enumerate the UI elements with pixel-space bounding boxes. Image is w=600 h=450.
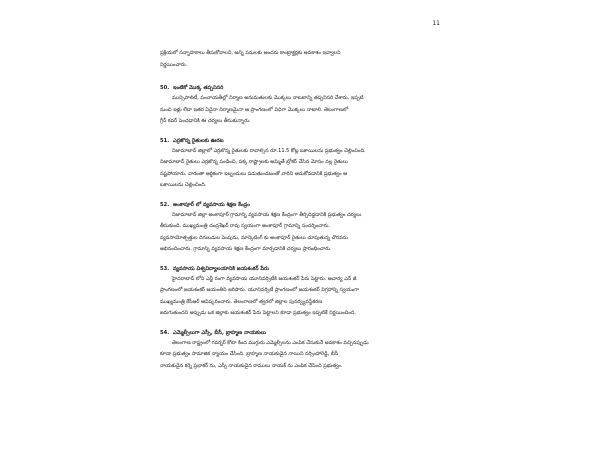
paragraph-line: నాయకుడైన కర్నె ప్రభాకర్ ను, ఎస్సీ నాయకుడైన రాములు నాయక్ ను ఎంపిక చేసింది ప్రభుత్వం. <box>160 362 343 369</box>
paragraph-line: మున్సిపాలిటీ, పంచాయతీల్లో నిర్మాణ అనుమతులకు మొక్కలు నాటటాన్ని తప్పనిసరి చేశారు. ఇప్పటి <box>172 95 364 101</box>
section-heading <box>160 328 440 338</box>
paragraph-line: ప్రక్రియలో సన్నాహకాలు తీసుకోవాలని, అన్ని పనులకు అందరు కాంట్రాక్టర్లకు అవకాశం ఇవ్వాలని <box>160 50 341 56</box>
paragraph-line: జరుగుతుందని అప్పుడు ఒక జిల్లాకు జయశంకర్ పేరు పెట్టాలని కూడా ప్రభుత్వం ఇప్పటికే నిర్ణయించింది. <box>160 310 357 316</box>
paragraph-line: నిజామాబాద్ రైతులు ఎర్రజొన్న పండించి, పక్క రాష్ట్రాలకు అమ్మితే బ్రోకర్ చేసిన మోసం వల్ల రైతులు <box>160 159 348 165</box>
section-title: అంకాపూర్ లో వ్యవసాయ శిక్షణ కేంద్రం <box>173 201 250 208</box>
section-number: 54. <box>160 329 170 336</box>
paragraph-line: నిజామాబాద్ జిల్లాలో ఎర్రజొన్న రైతులకు రావాల్సిన రూ.11.5 కోట్ల బకాయిలను ప్రభుత్వం చెల్లించింది. <box>172 147 366 154</box>
section-heading <box>160 136 440 146</box>
paragraph-line: బకాయిలను చెల్లించింది. <box>160 182 207 188</box>
paragraph-line: నష్టపోయారు. వారంతా ఆర్థికంగా ఇబ్బందులు పడుతుండటంతో వారిని ఆదుకోవడానికి ప్రభుత్వం ఆ <box>160 170 348 177</box>
section-number: 52. <box>160 201 170 208</box>
paragraph-line: నిజామాబాద్ జిల్లా అంకాపూర్ గ్రామాన్ని వ్యవసాయ శిక్షణ కేంద్రంగా తీర్చిదిద్దడానికి ప్రభుత్వం చర్యలు <box>172 211 362 218</box>
paragraph-line: కూడా ప్రభుత్వం సామాజిక న్యాయం చేసింది. బ్రాహ్మణ నాయకుడైన నాయిని నర్సింహారెడ్డి, బీసీ <box>160 351 339 357</box>
section-title: వ్యవసాయ విశ్వవిద్యాలయానికి జయశంకర్ పేరు <box>173 265 269 272</box>
section-53 <box>160 264 440 320</box>
section-heading <box>160 200 440 210</box>
document-page <box>160 8 440 446</box>
paragraph-line: ముఖ్యమంత్రి కేసీఆర్ ఆవిష్కరించారు. తెలంగాణలో త్వరలో జిల్లాల పునర్వ్యవస్థీకరణ <box>160 298 323 305</box>
document-body <box>160 48 440 372</box>
paragraph-line: అభినందించారు. గ్రామాన్ని వ్యవసాయ శిక్షణ కేంద్రంగా మార్చడానికి చర్యలు ప్రారంభించారు. <box>160 246 332 252</box>
section-50 <box>160 83 440 128</box>
paragraph-line: నిర్ణయించారు. <box>160 61 188 68</box>
paragraph-line: హైదరాబాద్ లోని ఎన్జీ రంగా వ్యవసాయ యూనివర్సిటీకి జయశంకర్ పేరు పెట్టారు. ఆచార్య ఎన్ జీ <box>172 275 357 282</box>
paragraph-line: వ్యవసాయోత్పత్తుల దిగుబడుల పెంపును, మార్కెటింగ్ కు అంకాపూర్ రైతులు చూపుతున్న చొరవను <box>160 234 348 241</box>
section-title: ఎర్రజొన్న రైతులకు ఊరట <box>173 137 224 144</box>
section-54 <box>160 328 440 373</box>
section-number: 51. <box>160 137 170 144</box>
section-heading <box>160 83 440 93</box>
paragraph-line: ప్రాంగణంలో జయశంకర్ జయంతిని జరిపారు. యూనివర్సిటీ ప్రాంగణంలో జయశంకర్ విగ్రహాన్ని స్వయంగా <box>160 287 359 293</box>
paragraph-line: తీసుకుంది. ముఖ్యమంత్రి చంద్రశేఖర్ రావు స్వయంగా అంకాపూర్ గ్రామాన్ని సందర్శించారు. <box>160 223 331 229</box>
section-number: 53. <box>160 265 170 272</box>
section-51 <box>160 136 440 192</box>
page-number: 11 <box>432 20 440 27</box>
paragraph-line: తెలంగాణ రాష్ట్రంలో గవర్నర్ కోటా కింద ముగ్గురు ఎమ్మెల్సీలను ఎంపిక చేసుకునే అవకాశం వచ్చినప్పుడు <box>172 339 369 346</box>
section-52 <box>160 200 440 256</box>
section-title: ఎమ్మెల్సీలుగా ఎస్సీ, బీసీ, బ్రాహ్మణ నాయకులు <box>173 329 266 336</box>
paragraph-line: గ్రీన్ కవర్ పెంచడానికి ఈ చర్యలు తీసుకున్నారు. <box>160 118 251 124</box>
section-heading <box>160 264 440 274</box>
paragraph-line: నుంచి ఇళ్లు లేదా ఇతర ఏదైనా నిర్మాణమైనా ఆ ప్రాంగణంలో విధిగా మొక్కలు నాటాలి. తెలంగాణలో <box>160 106 348 113</box>
intro-paragraph <box>160 48 440 71</box>
section-title: ఇంటికో మొక్క తప్పనిసరి <box>173 85 224 91</box>
section-number: 50. <box>160 85 170 91</box>
